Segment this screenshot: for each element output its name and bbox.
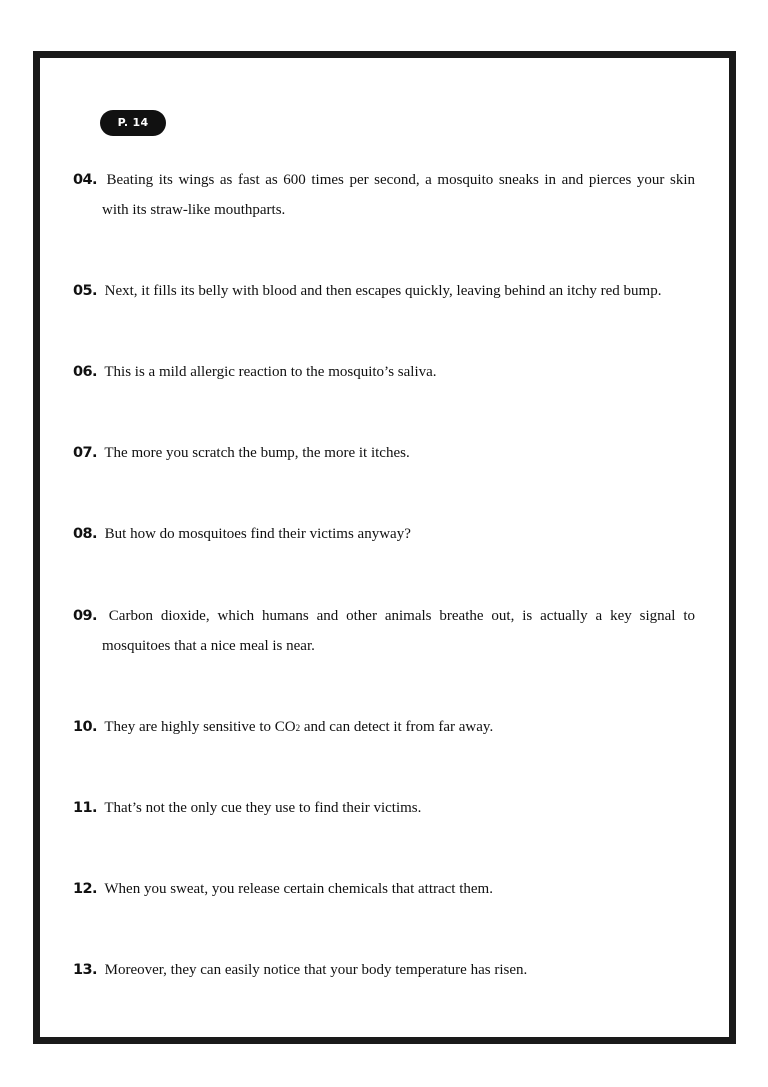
sentence-text: They are highly sensitive to CO2 and can detect it from far away. [104,719,494,735]
sentence-10 [73,712,695,743]
sentence-09 [73,601,695,661]
sentence-number: 11. [73,800,97,816]
sentence-number: 13. [73,962,97,978]
sentence-text: Beating its wings as fast as 600 times per second, a mosquito sneaks in and pierces your skin [106,172,696,188]
sentence-05 [73,276,695,306]
sentence-08 [73,519,695,549]
sentence-12 [73,874,695,904]
sentence-text: This is a mild allergic reaction to the mosquito’s saliva. [104,364,437,380]
sentence-number: 05. [73,283,97,299]
sentence-number: 10. [73,719,97,735]
sentence-text-continued: with its straw-like mouthparts. [102,202,286,218]
sentence-text: But how do mosquitoes find their victims anyway? [104,526,411,542]
sentence-text: That’s not the only cue they use to find their victims. [104,800,422,816]
page-number-badge: P. 14 [100,110,166,136]
sentence-13 [73,955,695,985]
sentence-text: When you sweat, you release certain chemicals that attract them. [104,881,493,897]
subscript: 2 [295,723,301,733]
sentence-number: 12. [73,881,97,897]
sentence-number: 04. [73,172,97,188]
sentence-07 [73,438,695,468]
sentence-number: 08. [73,526,97,542]
sentence-text: Carbon dioxide, which humans and other animals breathe out, is actually a key signal to [108,608,696,624]
sentence-text: Next, it fills its belly with blood and then escapes quickly, leaving behind an itchy red bump. [104,283,662,299]
sentence-06 [73,357,695,387]
sentence-11 [73,793,695,823]
sentence-number: 09. [73,608,97,624]
sentence-number: 07. [73,445,97,461]
sentence-number: 06. [73,364,97,380]
sentence-04 [73,165,695,225]
sentence-text: Moreover, they can easily notice that your body temperature has risen. [104,962,528,978]
sentence-text-continued: mosquitoes that a nice meal is near. [102,638,315,654]
sentence-text: The more you scratch the bump, the more it itches. [104,445,410,461]
